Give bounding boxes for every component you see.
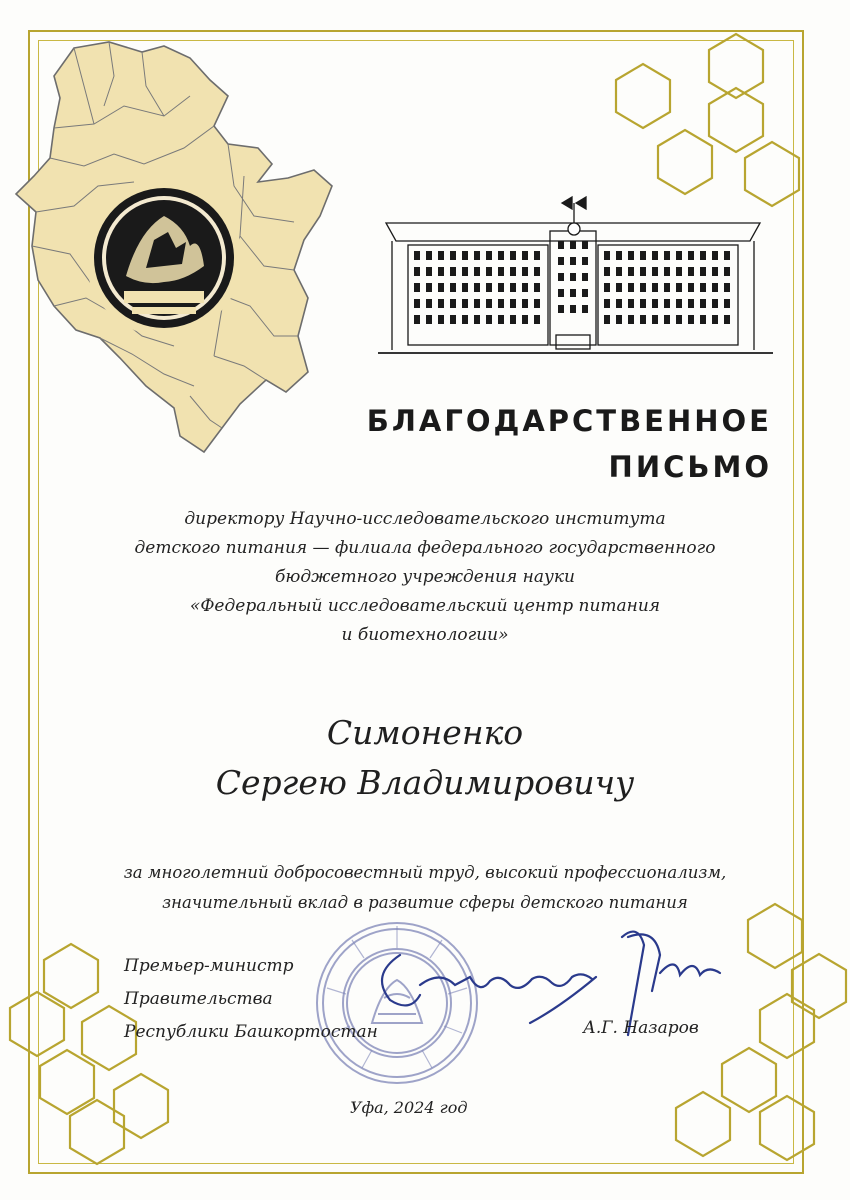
title-line-1: БЛАГОДАРСТВЕННОЕ (366, 404, 772, 438)
government-building-icon (378, 195, 773, 360)
reason-line: за многолетний добросовестный труд, высокий профессионализм, (123, 863, 727, 882)
recipient-surname: Симоненко (326, 713, 524, 752)
reason-block (100, 858, 750, 918)
recipient-block (130, 505, 720, 650)
title-line-2: ПИСЬМО (608, 450, 772, 484)
reason-line: значительный вклад в развитие сферы детского питания (162, 893, 688, 912)
place-date: Уфа, 2024 год (350, 1098, 468, 1117)
recipient-line: «Федеральный исследовательский центр питания (189, 596, 661, 616)
recipient-line: бюджетного учреждения науки (275, 567, 575, 587)
signer-name: А.Г. Назаров (583, 1018, 699, 1038)
republic-emblem-icon (86, 180, 242, 336)
signer-position-line: Премьер-министр (124, 956, 294, 976)
signer-position-line: Правительства (124, 989, 273, 1009)
bashkortostan-map-icon (14, 36, 344, 456)
recipient-line: директору Научно-исследовательского института (184, 509, 666, 529)
recipient-line: детского питания — филиала федерального государственного (134, 538, 716, 558)
letter-title (312, 398, 772, 490)
signer-position-line: Республики Башкортостан (124, 1022, 378, 1042)
recipient-line: и биотехнологии» (341, 625, 509, 645)
recipient-name (130, 708, 720, 808)
recipient-given-names: Сергею Владимировичу (215, 763, 635, 802)
